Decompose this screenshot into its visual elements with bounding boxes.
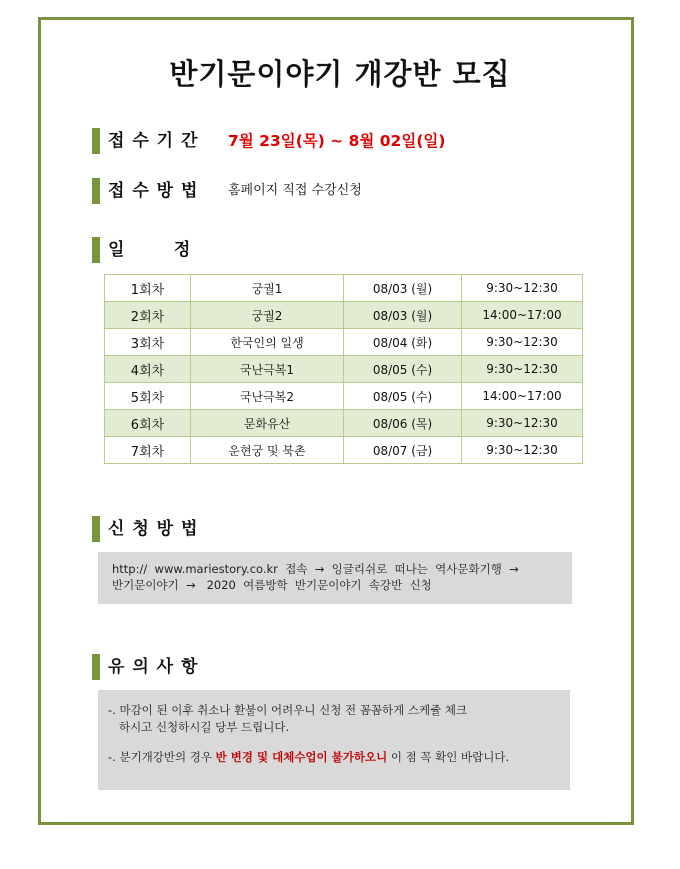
session-cell: 2회차 (105, 302, 191, 329)
session-cell: 7회차 (105, 437, 191, 464)
time-cell: 9:30~12:30 (462, 437, 583, 464)
table-row (105, 302, 583, 329)
topic-cell: 문화유산 (191, 410, 344, 437)
table-row (105, 437, 583, 464)
section-label: 일 정 (108, 240, 192, 260)
section-bar (92, 128, 100, 154)
time-cell: 14:00~17:00 (462, 302, 583, 329)
session-cell: 1회차 (105, 275, 191, 302)
table-row (105, 275, 583, 302)
date-cell: 08/05 (수) (344, 383, 462, 410)
apply-line: http:// www.mariestory.co.kr 접속 → 잉글리쉬로 떠나는 역사문화기행 → (112, 562, 519, 576)
table-row (105, 383, 583, 410)
session-cell: 6회차 (105, 410, 191, 437)
section-bar (92, 654, 100, 680)
section-period (92, 128, 492, 154)
topic-cell: 궁궐1 (191, 275, 344, 302)
period-value: 7월 23일(목) ~ 8월 02일(일) (228, 132, 446, 150)
note-text: 이 점 꼭 확인 바랍니다. (387, 750, 510, 764)
section-label: 접 수 방 법 (108, 181, 199, 201)
topic-cell: 운현궁 및 북촌 (191, 437, 344, 464)
section-label: 신 청 방 법 (108, 519, 199, 539)
section-bar (92, 516, 100, 542)
date-cell: 08/06 (목) (344, 410, 462, 437)
section-label: 접 수 기 간 (108, 131, 199, 151)
topic-cell: 궁궐2 (191, 302, 344, 329)
date-cell: 08/07 (금) (344, 437, 462, 464)
section-schedule (92, 237, 292, 263)
topic-cell: 국난극복1 (191, 356, 344, 383)
section-bar (92, 237, 100, 263)
session-cell: 5회차 (105, 383, 191, 410)
section-notes (92, 654, 292, 680)
page-title: 반기문이야기 개강반 모집 (169, 57, 511, 91)
session-cell: 4회차 (105, 356, 191, 383)
date-cell: 08/03 (월) (344, 302, 462, 329)
session-cell: 3회차 (105, 329, 191, 356)
notes-box (98, 690, 570, 790)
time-cell: 14:00~17:00 (462, 383, 583, 410)
topic-cell: 국난극복2 (191, 383, 344, 410)
apply-line: 반기문이야기 → 2020 여름방학 반기문이야기 속강반 신청 (112, 578, 432, 592)
note-warning-text: 반 변경 및 대체수업이 불가하오니 (215, 750, 388, 764)
schedule-table (104, 274, 583, 464)
section-method (92, 178, 492, 204)
section-apply (92, 516, 292, 542)
time-cell: 9:30~12:30 (462, 356, 583, 383)
section-bar (92, 178, 100, 204)
note-line (108, 749, 560, 766)
time-cell: 9:30~12:30 (462, 275, 583, 302)
topic-cell: 한국인의 일생 (191, 329, 344, 356)
note-line: 하시고 신청하시길 당부 드립니다. (108, 720, 290, 734)
note-text: -. 분기개강반의 경우 (108, 750, 216, 764)
time-cell: 9:30~12:30 (462, 410, 583, 437)
apply-instructions-box (98, 552, 572, 604)
date-cell: 08/03 (월) (344, 275, 462, 302)
note-line: -. 마감이 된 이후 취소나 환불이 어려우니 신청 전 꼼꼼하게 스케쥴 체크 (108, 703, 468, 717)
table-row (105, 410, 583, 437)
time-cell: 9:30~12:30 (462, 329, 583, 356)
table-row (105, 356, 583, 383)
date-cell: 08/04 (화) (344, 329, 462, 356)
date-cell: 08/05 (수) (344, 356, 462, 383)
method-value: 홈페이지 직접 수강신청 (228, 183, 362, 198)
table-row (105, 329, 583, 356)
section-label: 유 의 사 항 (108, 657, 199, 677)
